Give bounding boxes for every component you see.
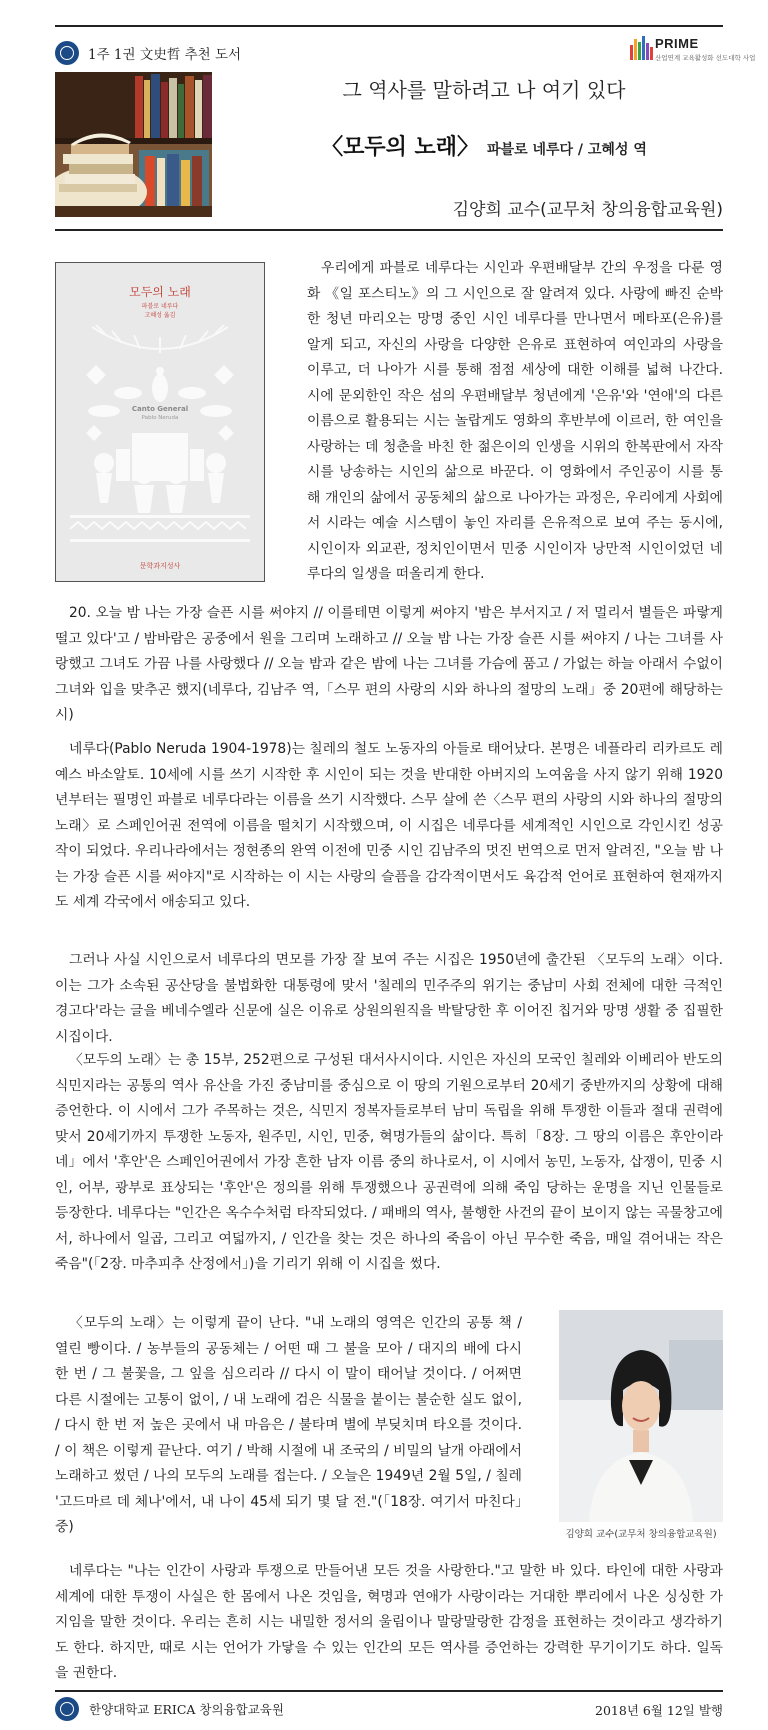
book-heading [245, 130, 723, 161]
cover-original-author: Pablo Neruda [141, 415, 179, 421]
cover-title: 모두의 노래 [129, 285, 191, 299]
cover-illustration [56, 263, 264, 581]
header-rule [55, 229, 723, 231]
article-paragraph-2: 20. 오늘 밤 나는 가장 슬픈 시를 써야지 // 이를테면 이렇게 써야지 '밤은 부서지고 / 저 멀리서 별들은 파랗게 떨고 있다'고 / 밤바람은 공중에서 원을 그리며 노래하고 // 오늘 밤 나는 가장 슬픈 시를 써야지 / 나는 그녀를 사랑했고 그녀도 가끔 나를 사랑했다 // 오늘 밤과 같은 밤에 나는 그녀를 가슴에 품고 / 가없는 하늘 아래서 수없이 그녀와 입을 맞추곤 했지(네루다, 김남주 역,「스무 편의 사랑의 시와 하나의 절망의 노래」중 20편에 해당하는 시) [55, 605, 723, 723]
article-author: 김양희 교수(교무처 창의융합교육원) [452, 200, 723, 220]
cover-publisher: 문학과지성사 [139, 562, 181, 570]
series-title: 그 역사를 말하려고 나 여기 있다 [342, 78, 626, 102]
cover-translator: 고혜성 옮김 [144, 312, 176, 319]
photo-caption: 김양희 교수(교무처 창의융합교육원) [565, 1529, 717, 1540]
footer-date: 2018년 6월 12일 발행 [595, 1703, 723, 1718]
prime-logo-word: PRIME [655, 36, 699, 51]
book-author-translator: 파블로 네루다 / 고혜성 역 [487, 142, 647, 158]
series-header [55, 38, 241, 68]
university-seal-icon [55, 41, 79, 65]
author-photo [559, 1310, 723, 1522]
footer-org: 한양대학교 ERICA 창의융합교육원 [89, 1702, 284, 1717]
article-paragraph-6: 〈모두의 노래〉는 이렇게 끝이 난다. "내 노래의 영역은 인간의 공통 책 / 열린 빵이다. / 농부들의 공동체는 / 어떤 때 그 불을 모아 / 대지의 배에 다시 한 번 / 그 불꽃을, 그 잎을 심으리라 // 다시 이 말이 태어날 것이다. / 어쩌면 다른 시절에는 고통이 없이, / 내 노래에 검은 식물을 붙이는 불순한 실도 없이, / 다시 한 번 저 높은 곳에서 내 마음은 / 불타며 별에 부딪치며 타오를 것이다. / 이 책은 이렇게 끝난다. 여기 / 박해 시절에 내 조국의 / 비밀의 날개 아래에서 노래하고 썼던 / 나의 모두의 노래를 접는다. / 오늘은 1949년 2월 5일, / 칠레 '고드마르 데 체나'에서, 내 나이 45세 되기 몇 달 전."(「18장. 여기서 마친다」중) [55, 1315, 522, 1535]
cover-author: 파블로 네루다 [141, 303, 179, 310]
prime-logo [628, 33, 756, 69]
footer-rule [55, 1690, 723, 1692]
book-title: 〈모두의 노래〉 [321, 135, 480, 160]
footer-org-block [55, 1696, 284, 1722]
prime-logo-subtitle: 산업연계 교육활성화 선도대학 사업 [655, 54, 756, 62]
article-paragraph-3: 네루다(Pablo Neruda 1904-1978)는 칠레의 철도 노동자의 아들로 태어났다. 본명은 네플라리 리카르도 레예스 바소알토. 10세에 시를 쓰기 시작한 후 시인이 되는 것을 반대한 아버지의 노여움을 사지 않기 위해 1920년부터는 필명인 파블로 네루다라는 이름을 쓰기 시작했다. 스무 살에 쓴〈스무 편의 사랑의 시와 하나의 절망의 노래〉로 스페인어권 전역에 이름을 떨치기 시작했으며, 이 시집은 네루다를 세계적인 시인으로 각인시킨 성공작이 되었다. 우리나라에서는 정현종의 완역 이전에 민중 시인 김남주의 멋진 번역으로 먼저 알려진, "오늘 밤 나는 가장 슬픈 시를 써야지"로 시작하는 이 시는 사랑의 슬픔을 감각적이면서도 육감적 언어로 표현하여 현재까지도 세계 각국에서 애송되고 있다. [55, 741, 723, 910]
series-label: 1주 1권 文史哲 추천 도서 [88, 47, 242, 63]
article-paragraph-4: 그러나 사실 시인으로서 네루다의 면모를 가장 잘 보여 주는 시집은 1950년에 출간된 〈모두의 노래〉이다. 이는 그가 소속된 공산당을 불법화한 대통령에 맞서 '칠레의 민주주의 위기는 중남미 사회 전체에 대한 극적인 경고다'라는 글을 베네수엘라 신문에 실은 이유로 상원의원직을 박탈당한 후 이어진 칩거와 망명 생활 중 집필한 시집이다. [55, 952, 723, 1045]
article-paragraph-5: 〈모두의 노래〉는 총 15부, 252편으로 구성된 대서사시이다. 시인은 자신의 모국인 칠레와 이베리아 반도의 식민지라는 공통의 역사 유산을 가진 중남미를 중심으로 이 땅의 기원으로부터 20세기 중반까지의 상황에 대해 증언한다. 이 시에서 그가 주목하는 것은, 식민지 정복자들로부터 남미 독립을 위해 투쟁한 이들과 절대 권력에 맞서 20세기까지 투쟁한 노동자, 원주민, 시인, 민중, 혁명가들의 삶이다. 특히「8장. 그 땅의 이름은 후안이라네」에서 '후안'은 스페인어권에서 가장 흔한 남자 이름 중의 하나로서, 이 시에서 농민, 노동자, 삽쟁이, 민중 시인, 어부, 광부로 표상되는 '후안'은 정의를 위해 투쟁했으나 공권력에 의해 죽임 당하는 운명을 지닌 인물들로 등장한다. 네루다는 "인간은 옥수수처럼 타작되었다. / 패배의 역사, 불행한 사건의 끝이 보이지 않는 곡물창고에서, 하나에서 일곱, 그리고 여덟까지, / 인간을 찾는 것은 하나의 죽음이 아닌 무수한 죽음, 매일 겪어내는 작은 죽음"(「2장. 마추피추 산정에서」)을 기리기 위해 이 시집을 썼다. [55, 1052, 723, 1272]
book-cover [55, 262, 265, 582]
books-photo [55, 72, 212, 217]
article-paragraph-1: 우리에게 파블로 네루다는 시인과 우편배달부 간의 우정을 다룬 영화 《일 포스티노》의 그 시인으로 잘 알려져 있다. 사랑에 빠진 순박한 청년 마리오는 망명 중인 시인 네루다를 만나면서 메타포(은유)를 알게 되고, 자신의 사랑을 다양한 은유로 표현하여 여인과의 사랑을 이루고, 더 나아가 시를 통해 점점 세상에 대한 이해를 넓혀 나간다. 시에 문외한인 작은 섬의 우편배달부 청년에게 '은유'와 '연애'의 다른 이름으로 활용되는 시는 놀랍게도 영화의 후반부에 이르러, 한 여인을 사랑하는 데 청춘을 바친 한 젊은이의 인생을 시위의 한복판에서 자작시를 낭송하는 시인의 삶으로 바꾼다. 이 영화에서 주인공이 시를 통해 개인의 삶에서 공동체의 삶으로 나아가는 과정은, 우리에게 사회에서 시라는 예술 시스템이 놓인 자리를 은유적으로 보여 주는 동시에, 시인이자 외교관, 정치인이면서 민중 시인이자 낭만적 시인이었던 네루다의 일생을 떠올리게 한다. [307, 260, 723, 582]
prime-logo-icon [628, 33, 654, 63]
footer-seal-icon [55, 1697, 79, 1721]
cover-original-title: Canto General [131, 405, 189, 413]
top-rule [55, 25, 723, 27]
article-paragraph-7: 네루다는 "나는 인간이 사랑과 투쟁으로 만들어낸 모든 것을 사랑한다."고 말한 바 있다. 타인에 대한 사랑과 세계에 대한 투쟁이 사실은 한 몸에서 나온 것임을, 혁명과 연애가 사랑이라는 거대한 뿌리에서 나온 싱싱한 가지임을 말한 것이다. 우리는 흔히 시는 내밀한 정서의 울림이나 말랑말랑한 감정을 표현하는 것이라고 생각하기도 한다. 하지만, 때로 시는 언어가 가닿을 수 있는 인간의 모든 역사를 증언하는 강력한 무기이기도 하다. 일독을 권한다. [55, 1563, 723, 1681]
